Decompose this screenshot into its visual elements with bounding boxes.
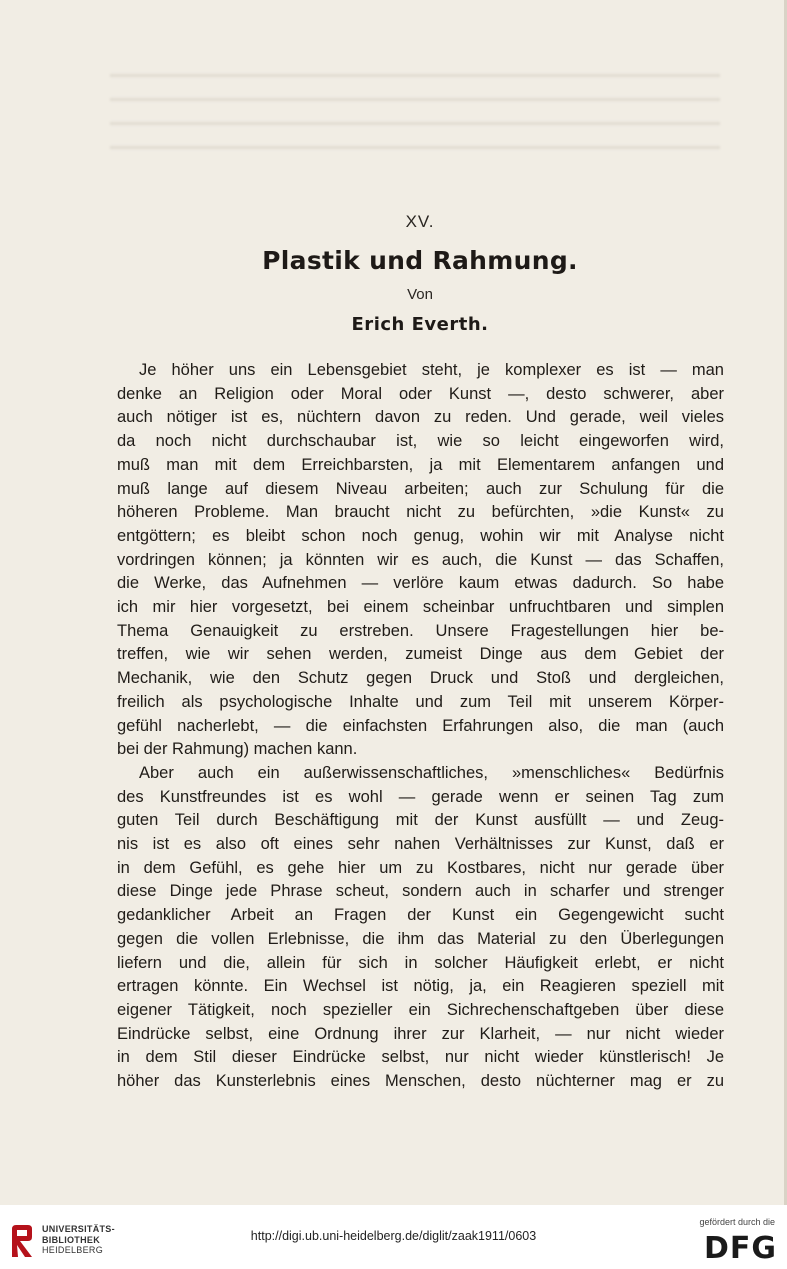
text-line: Eindrücke selbst, eine Ordnung ihrer zur Klarheit, — nur nicht wieder <box>117 1024 724 1043</box>
text-line: höher das Kunsterlebnis eines Menschen, desto nüchterner mag er zu <box>117 1072 724 1091</box>
text-line: die Werke, das Aufnehmen — verlöre kaum etwas dadurch. So habe <box>117 574 724 593</box>
text-line: vordringen können; ja könnten wir es auch, die Kunst — das Schaffen, <box>117 550 724 569</box>
text-line: muß man mit dem Erreichbarsten, ja mit Elementarem anfangen und <box>117 455 724 474</box>
text-line: ertragen könnte. Ein Wechsel ist nötig, ja, ein Reagieren speziell mit <box>117 977 724 996</box>
text-line: gegen die vollen Erlebnisse, die ihm das Material zu den Überlegungen <box>117 929 724 948</box>
text-line: ich mir hier vorgesetzt, bei einem scheinbar unfruchtbaren und simplen <box>117 598 724 617</box>
text-line: Je höher uns ein Lebensgebiet steht, je komplexer es ist — man <box>139 361 724 379</box>
author-name: Erich Everth. <box>351 314 489 335</box>
text-line: muß lange auf diesem Niveau arbeiten; auch zur Schulung für die <box>117 479 724 498</box>
text-line: Aber auch ein außerwissenschaftliches, »menschliches« Bedürfnis <box>139 763 724 782</box>
library-name-line: UNIVERSITÄTS- <box>42 1224 115 1234</box>
article-title: Plastik und Rahmung. <box>262 246 578 275</box>
text-line: des Kunstfreundes ist es wohl — gerade wenn er seinen Tag zum <box>117 787 724 806</box>
library-name-line: HEIDELBERG <box>42 1245 104 1255</box>
body-text <box>117 359 724 1094</box>
viewer-footer <box>0 1205 787 1269</box>
text-line: höheren Probleme. Man braucht nicht zu befürchten, »die Kunst« zu <box>117 503 724 522</box>
text-line: diese Dinge jede Phrase scheut, sondern auch in scharfer und strenger <box>117 882 724 901</box>
text-line: Thema Genauigkeit zu erstreben. Unsere Fragestellungen hier be- <box>117 621 724 640</box>
funding-note: gefördert durch die <box>699 1217 775 1227</box>
text-line: guten Teil durch Beschäftigung mit der Kunst ausfüllt — und Zeug- <box>117 811 724 830</box>
chapter-number: XV. <box>405 212 435 231</box>
text-line: in dem Gefühl, es gehe hier um zu Kostbares, nicht nur gerade über <box>117 858 724 877</box>
text-line: gefühl nacherlebt, — die einfachsten Erfahrungen also, die man (auch <box>117 716 724 735</box>
text-line: bei der Rahmung) machen kann. <box>117 740 358 759</box>
text-line: Mechanik, wie den Schutz gegen Druck und Stoß und dergleichen, <box>117 669 724 688</box>
show-through-text <box>110 60 720 160</box>
dfg-logo: DFG <box>703 1231 777 1266</box>
permalink-url[interactable]: http://digi.ub.uni-heidelberg.de/diglit/zaak1911/0603 <box>250 1229 537 1243</box>
text-line: auch nötiger ist es, nüchtern davon zu reden. Und gerade, weil vieles <box>117 408 724 427</box>
text-line: da noch nicht durchschaubar ist, wie so leicht eingeworfen wird, <box>117 432 724 451</box>
byline-prefix: Von <box>407 286 433 303</box>
text-line: gedanklicher Arbeit an Fragen der Kunst ein Gegengewicht sucht <box>117 906 724 925</box>
text-line: liefern und die, allein für sich in solcher Häufigkeit erlebt, er nicht <box>117 953 724 972</box>
text-line: in dem Stil dieser Eindrücke selbst, nur nicht wieder künstlerisch! Je <box>117 1048 724 1067</box>
library-name-line: BIBLIOTHEK <box>42 1234 100 1245</box>
text-line: treffen, wie wir sehen werden, zumeist Dinge aus dem Gebiet der <box>117 645 724 664</box>
text-line: denke an Religion oder Moral oder Kunst —, desto schwerer, aber <box>117 384 724 403</box>
text-line: freilich als psychologische Inhalte und zum Teil mit unserem Körper- <box>117 692 724 711</box>
text-line: entgöttern; es bleibt schon noch genug, wohin wir mit Analyse nicht <box>117 526 724 545</box>
text-line: eigener Tätigkeit, noch spezieller ein Sichrechenschaftgeben über diese <box>117 1000 724 1019</box>
text-line: nis ist es also oft eines sehr nahen Verhältnisses zur Kunst, daß er <box>117 835 724 854</box>
